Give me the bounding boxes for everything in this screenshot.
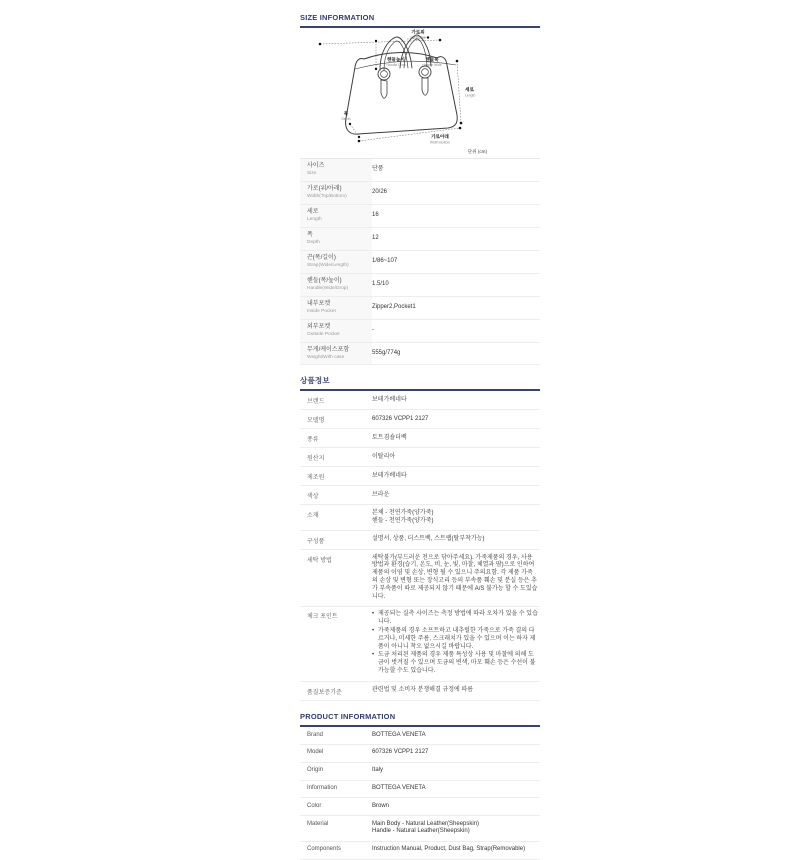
table-row	[300, 448, 540, 467]
dim-dot	[358, 136, 360, 138]
row-value: 토트겸숄더백	[372, 429, 540, 448]
bullet-item	[372, 652, 538, 675]
row-label: 원산지	[300, 448, 372, 467]
row-label-ko: 외부포켓	[307, 323, 331, 330]
unit-label: 단위 (cm)	[467, 149, 487, 154]
row-label-en: Length	[307, 217, 322, 223]
bullet-text: 제공되는 실측 사이즈는 측정 방법에 따라 오차가 있을 수 있습니다.	[378, 611, 538, 626]
row-value: Instruction Manual, Product, Dust Bag, Strap(Removable)	[372, 841, 540, 859]
row-label: 소재	[300, 505, 372, 531]
row-label	[300, 273, 372, 296]
row-value: 12	[372, 227, 540, 250]
row-label-ko: 세로	[307, 208, 319, 215]
product-info-en-section	[300, 712, 540, 859]
product-detail-page	[300, 0, 540, 860]
bullet-marker: •	[372, 627, 375, 634]
row-label: 제조원	[300, 467, 372, 486]
dim-dot	[456, 60, 459, 63]
row-value: 607326 VCPP1 2127	[372, 410, 540, 429]
table-row	[300, 159, 540, 182]
row-label-ko: 핸들(폭/높이)	[307, 277, 342, 284]
row-label-ko: 무게/케이스포함	[307, 346, 350, 353]
bag-right-ring	[419, 66, 431, 78]
row-value: 보테가베네타	[372, 391, 540, 410]
bag-right-ring-inner	[422, 69, 429, 76]
row-label	[300, 159, 372, 182]
length-label-en: Length	[465, 93, 476, 98]
row-value: 보테가베네타	[372, 467, 540, 486]
table-row	[300, 204, 540, 227]
row-value: 세탁불가(부드러운 천으로 닦아주세요). 가죽제품의 경우, 사용방법과 환경(습기, 온도, 비, 눈, 빛, 마찰, 체열과 땀)으로 인하여 제품의 이염 및 손상, 변형 될 수 있으니 주의요함. 각 제품 가죽의 손상 및 변형 또는 장식고리 등의 부속품 훼손 및 분실 등은 추가 부속품이 따로 제공되지 않기 때문에 A/S 불가능 할 수 도있습니다.	[372, 550, 540, 607]
dim-dot	[358, 140, 361, 143]
row-value: Zipper2,Pocket1	[372, 296, 540, 319]
table-row	[300, 780, 540, 798]
table-row	[300, 505, 540, 531]
dim-dot	[427, 36, 429, 38]
value-line: 핸들 - 천연가죽(양가죽)	[372, 517, 434, 524]
row-label	[300, 204, 372, 227]
table-row	[300, 410, 540, 429]
row-label-en: Handle(Wide/Drop)	[307, 285, 349, 291]
row-label-en: Weight/With case	[307, 354, 345, 360]
row-label	[300, 181, 372, 204]
bullet-marker: •	[372, 611, 375, 618]
handle-wide-label-ko: 핸들폭	[425, 57, 439, 62]
row-label-ko: 내부포켓	[307, 300, 331, 307]
row-value: -	[372, 319, 540, 342]
row-label-ko: 끈(폭/길이)	[307, 254, 336, 261]
table-row	[300, 550, 540, 607]
row-value: 설명서, 상품, 더스트백, 스트랩(탈부착가능)	[372, 531, 540, 550]
table-row	[300, 296, 540, 319]
row-value: 관련법 및 소비자 분쟁해결 규정에 따름	[372, 682, 540, 701]
row-label: Origin	[300, 762, 372, 780]
row-value: Brown	[372, 798, 540, 816]
bullet-text: 도금 처리된 제품의 경우 제품 특성상 사용 및 마찰에 의해 도금이 벗겨질 수 있으며 도금의 변색, 마모 훼손 등은 수선이 불가능할 수도 있습니다.	[378, 652, 536, 674]
row-label	[300, 296, 372, 319]
row-label: Model	[300, 744, 372, 762]
dim-dot	[375, 40, 377, 42]
table-row	[300, 227, 540, 250]
row-label-en: Strap(Wide/Length)	[307, 262, 349, 268]
row-value: 555g/774g	[372, 342, 540, 365]
row-label	[300, 250, 372, 273]
row-label: 모델명	[300, 410, 372, 429]
row-value	[372, 606, 540, 681]
bullet-marker: •	[372, 652, 375, 659]
row-label-ko: 폭	[307, 231, 313, 238]
bag-right-pendant	[422, 78, 428, 95]
width-top-label-en: Width Top	[410, 35, 426, 40]
handle-drop-label-ko: 핸들높이	[387, 57, 405, 62]
row-value	[372, 816, 540, 842]
row-value	[372, 505, 540, 531]
bag-size-diagram	[300, 28, 540, 158]
row-value: 1.5/10	[372, 273, 540, 296]
row-label: 구성품	[300, 531, 372, 550]
table-row	[300, 531, 540, 550]
row-label-en: Width(Top/Bottom)	[307, 194, 347, 200]
row-value: BOTTEGA VENETA	[372, 780, 540, 798]
value-line: Main Body - Natural Leather(Sheepskin)	[372, 820, 480, 827]
length-label-ko: 세로	[465, 87, 474, 92]
product-info-en-title: PRODUCT INFORMATION	[300, 712, 540, 727]
row-label: 체크 포인트	[300, 606, 372, 681]
row-value: 이탈리아	[372, 448, 540, 467]
dim-dot	[375, 68, 377, 70]
row-label: Brand	[300, 727, 372, 744]
row-label-ko: 사이즈	[307, 163, 325, 169]
width-bottom-label-ko: 가로아래	[431, 134, 449, 139]
width-top-label-ko: 가로위	[411, 29, 425, 35]
row-label: Information	[300, 780, 372, 798]
size-information-section	[300, 13, 540, 365]
size-table-body	[300, 158, 540, 365]
table-row	[300, 762, 540, 780]
table-row	[300, 798, 540, 816]
row-label: Color	[300, 798, 372, 816]
bag-left-ring-inner	[381, 71, 388, 78]
value-line: 본체 - 천연가죽(양가죽)	[372, 509, 434, 516]
table-row	[300, 467, 540, 486]
row-label: 품질보증기준	[300, 682, 372, 701]
row-label: Components	[300, 841, 372, 859]
table-row	[300, 744, 540, 762]
depth-label-en: Depth	[341, 117, 351, 121]
size-information-title: SIZE INFORMATION	[300, 13, 540, 28]
row-value: 단품	[372, 159, 540, 182]
product-info-kr-table	[300, 391, 540, 701]
row-value: 브라운	[372, 486, 540, 505]
row-label: 브랜드	[300, 391, 372, 410]
dim-dot	[349, 123, 351, 125]
row-label: 색상	[300, 486, 372, 505]
row-label-en: Inside Pocket	[307, 308, 336, 314]
width-bottom-label-en: Width Bottom	[429, 140, 451, 145]
table-row	[300, 181, 540, 204]
row-label: 세탁 방법	[300, 550, 372, 607]
product-info-kr-title: 상품정보	[300, 376, 540, 391]
row-label: 종류	[300, 429, 372, 448]
dim-dot	[439, 39, 442, 42]
row-label-en: Outside Pocket	[307, 331, 340, 337]
bag-left-pendant	[381, 80, 387, 98]
dim-dot	[459, 127, 462, 130]
value-line: Handle - Natural Leather(Sheepskin)	[372, 828, 470, 835]
row-label	[300, 227, 372, 250]
row-value: Italy	[372, 762, 540, 780]
product-info-en-table	[300, 727, 540, 859]
row-value: 16	[372, 204, 540, 227]
depth-dim-line	[350, 124, 359, 137]
table-row	[300, 429, 540, 448]
bullet-text: 가죽제품의 경우 소프트하고 내추럴한 가죽으로 가죽 결의 다르거나, 미세한 주름, 스크래치가 있을 수 있으며 이는 하자 제품이 아니니 착오 없으시길 바랍니다.	[378, 627, 536, 650]
row-label	[300, 319, 372, 342]
dim-dot	[319, 43, 322, 46]
row-label: Material	[300, 816, 372, 842]
bullet-item	[372, 628, 538, 651]
row-label	[300, 342, 372, 365]
row-label-en: Depth	[307, 240, 320, 245]
product-info-kr-section	[300, 376, 540, 701]
depth-label-ko: 폭	[343, 111, 349, 116]
row-value: BOTTEGA VENETA	[372, 727, 540, 744]
length-dim-line	[457, 61, 461, 123]
table-row	[300, 486, 540, 505]
row-value: 20/26	[372, 181, 540, 204]
row-label-en: Size	[307, 171, 317, 177]
table-row	[300, 682, 540, 701]
table-row	[300, 391, 540, 410]
dim-dot	[460, 122, 463, 125]
table-row	[300, 816, 540, 842]
bullet-item	[372, 611, 538, 627]
row-value: 607326 VCPP1 2127	[372, 744, 540, 762]
handle-wide-label-en: Handle Wide	[422, 63, 442, 67]
table-row	[300, 727, 540, 744]
table-row	[300, 841, 540, 859]
table-row	[300, 319, 540, 342]
table-row	[300, 250, 540, 273]
row-value: 1/86~107	[372, 250, 540, 273]
handle-drop-label-en: Handle Drop	[386, 63, 406, 67]
table-row	[300, 273, 540, 296]
bag-diagram-svg	[300, 28, 540, 158]
table-row	[300, 342, 540, 365]
row-label-ko: 가로(위/아래)	[307, 185, 342, 192]
table-row	[300, 606, 540, 681]
